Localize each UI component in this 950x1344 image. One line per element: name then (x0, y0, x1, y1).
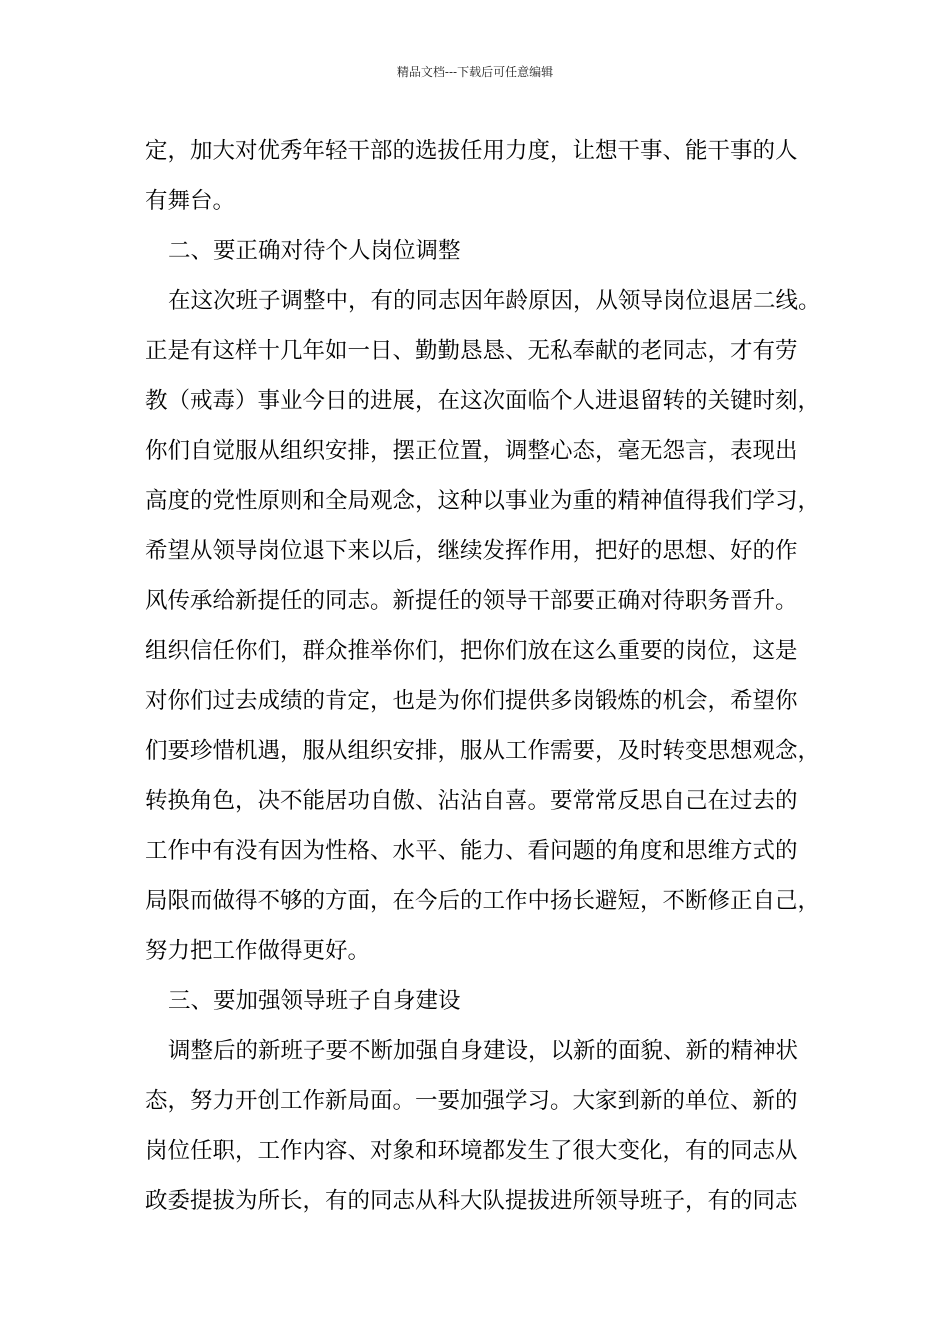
text-line: 努力把工作做得更好。 (145, 938, 371, 964)
text-line: 风传承给新提任的同志。新提任的领导干部要正确对待职务晋升。 (145, 588, 798, 614)
section-heading: 二、要正确对待个人岗位调整 (168, 238, 461, 264)
text-line: 你们自觉服从组织安排，摆正位置，调整心态，毫无怨言，表现出 (145, 438, 798, 464)
text-line: 组织信任你们，群众推举你们，把你们放在这么重要的岗位，这是 (145, 638, 798, 664)
text-line: 定，加大对优秀年轻干部的选拔任用力度，让想干事、能干事的人 (145, 138, 798, 164)
text-line: 工作中有没有因为性格、水平、能力、看问题的角度和思维方式的 (145, 838, 798, 864)
text-line: 正是有这样十几年如一日、勤勤恳恳、无私奉献的老同志，才有劳 (145, 338, 798, 364)
text-line: 态，努力开创工作新局面。一要加强学习。大家到新的单位、新的 (145, 1088, 798, 1114)
text-line: 调整后的新班子要不断加强自身建设，以新的面貌、新的精神状 (168, 1038, 799, 1064)
text-line: 高度的党性原则和全局观念，这种以事业为重的精神值得我们学习， (145, 488, 821, 514)
text-line: 有舞台。 (145, 188, 236, 214)
section-heading: 三、要加强领导班子自身建设 (168, 988, 461, 1014)
document-body (145, 126, 825, 1226)
text-line: 岗位任职，工作内容、对象和环境都发生了很大变化，有的同志从 (145, 1138, 798, 1164)
text-line: 转换角色，决不能居功自傲、沾沾自喜。要常常反思自己在过去的 (145, 788, 798, 814)
text-line: 对你们过去成绩的肯定，也是为你们提供多岗锻炼的机会，希望你 (145, 688, 798, 714)
text-line: 希望从领导岗位退下来以后，继续发挥作用，把好的思想、好的作 (145, 538, 798, 564)
text-line: 教（戒毒）事业今日的进展，在这次面临个人进退留转的关键时刻， (145, 388, 821, 414)
text-line: 在这次班子调整中，有的同志因年龄原因，从领导岗位退居二线。 (168, 288, 821, 314)
page-header: 精品文档---下载后可任意编辑 (396, 65, 554, 79)
text-line: 们要珍惜机遇，服从组织安排，服从工作需要，及时转变思想观念， (145, 738, 821, 764)
text-line: 局限而做得不够的方面，在今后的工作中扬长避短，不断修正自己， (145, 888, 821, 914)
text-line: 政委提拔为所长，有的同志从科大队提拔进所领导班子，有的同志 (145, 1188, 798, 1214)
